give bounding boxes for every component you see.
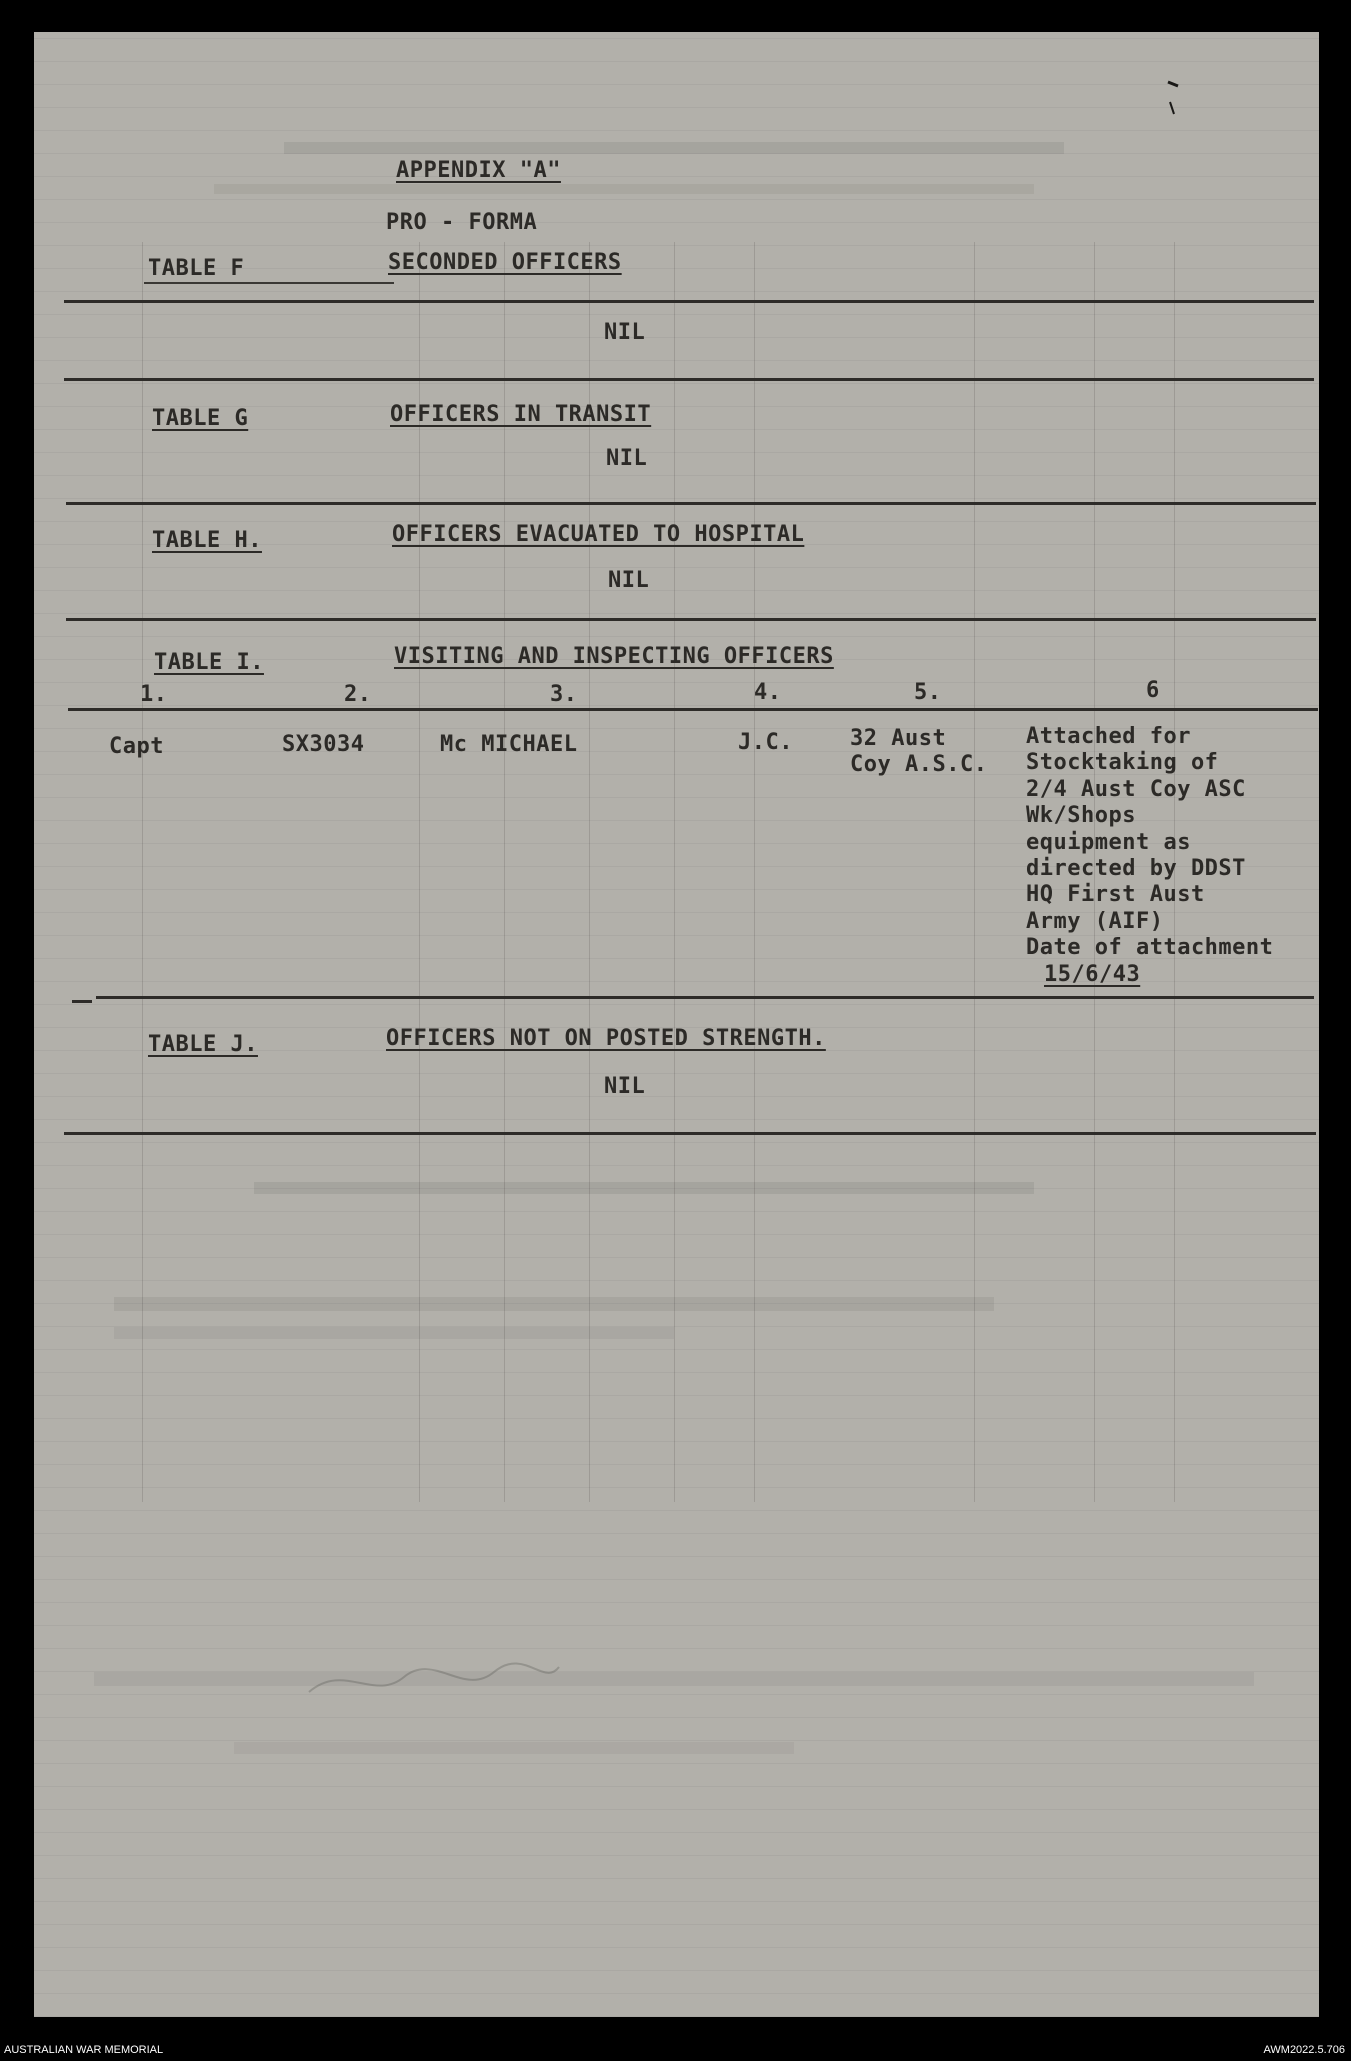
pro-forma-heading: PRO - FORMA [386, 210, 538, 235]
table-f-title: SECONDED OFFICERS [388, 250, 622, 275]
officer-unit-line1: 32 Aust [850, 726, 947, 751]
footer-catalogue-id: AWM2022.5.706 [1263, 2044, 1345, 2056]
table-j-entry: NIL [604, 1074, 646, 1099]
section-rule [64, 300, 1314, 303]
bleed-through-footer [94, 1672, 1254, 1686]
remarks-line: 2/4 Aust Coy ASC [1026, 776, 1246, 802]
table-i-title: VISITING AND INSPECTING OFFICERS [394, 644, 834, 669]
remarks-line: Date of attachment [1026, 935, 1274, 961]
table-h-title: OFFICERS EVACUATED TO HOSPITAL [392, 522, 805, 547]
table-i-header-rule [68, 708, 1318, 711]
officer-initials: J.C. [738, 730, 793, 755]
remarks-line: Attached for [1026, 724, 1191, 749]
section-rule [64, 1132, 1316, 1135]
remarks-line: equipment as [1026, 829, 1191, 855]
table-j-label: TABLE J. [148, 1032, 258, 1057]
column-header: 6 [1146, 678, 1160, 703]
section-rule [66, 502, 1316, 505]
table-f-label-rule [144, 282, 394, 284]
table-i-label: TABLE I. [154, 650, 264, 675]
bleed-column-line [974, 242, 975, 1502]
remarks-line: Stocktaking of [1026, 750, 1219, 776]
bleed-through-row [114, 1327, 674, 1339]
column-header: 1. [140, 682, 168, 707]
remarks-line: HQ First Aust [1026, 882, 1205, 908]
attachment-date: 15/6/43 [1044, 962, 1141, 987]
bleed-through-footer [234, 1742, 794, 1754]
bleed-through-signature [304, 1652, 564, 1712]
bleed-column-line [754, 242, 755, 1502]
column-header: 3. [550, 682, 578, 707]
officer-remarks [1026, 724, 1273, 962]
bleed-through-subheading [214, 184, 1034, 194]
bleed-through-row [114, 1297, 994, 1311]
section-rule [64, 378, 1314, 381]
officer-number: SX3034 [282, 732, 365, 757]
table-j-title: OFFICERS NOT ON POSTED STRENGTH. [386, 1026, 826, 1051]
remarks-line: directed by DDST [1026, 856, 1246, 882]
table-h-label: TABLE H. [152, 528, 262, 553]
bleed-column-line [674, 242, 675, 1502]
table-f-label: TABLE F [148, 256, 245, 281]
section-rule [66, 618, 1316, 621]
column-header: 2. [344, 682, 372, 707]
table-h-entry: NIL [608, 568, 650, 593]
table-g-title: OFFICERS IN TRANSIT [390, 402, 652, 427]
bleed-column-line [504, 242, 505, 1502]
appendix-heading: APPENDIX "A" [396, 158, 561, 183]
bleed-through-heading [254, 1182, 1034, 1194]
bleed-column-line [142, 242, 143, 1502]
officer-unit-line2: Coy A.S.C. [850, 752, 988, 777]
document-page [34, 32, 1319, 2017]
column-header: 5. [914, 680, 942, 705]
rule-dash [72, 1000, 92, 1003]
table-g-entry: NIL [606, 446, 648, 471]
bleed-through-heading [284, 142, 1064, 154]
footer-institution: AUSTRALIAN WAR MEMORIAL [4, 2044, 164, 2056]
remarks-line: Wk/Shops [1026, 803, 1136, 829]
bleed-column-line [419, 242, 420, 1502]
ink-marks [1164, 62, 1184, 122]
officer-rank: Capt [109, 734, 164, 759]
remarks-line: Army (AIF) [1026, 908, 1164, 934]
officer-surname: Mc MICHAEL [440, 732, 578, 757]
bleed-column-line [589, 242, 590, 1502]
section-rule [96, 996, 1314, 999]
table-g-label: TABLE G [152, 406, 249, 431]
table-f-entry: NIL [604, 320, 646, 345]
column-header: 4. [754, 680, 782, 705]
